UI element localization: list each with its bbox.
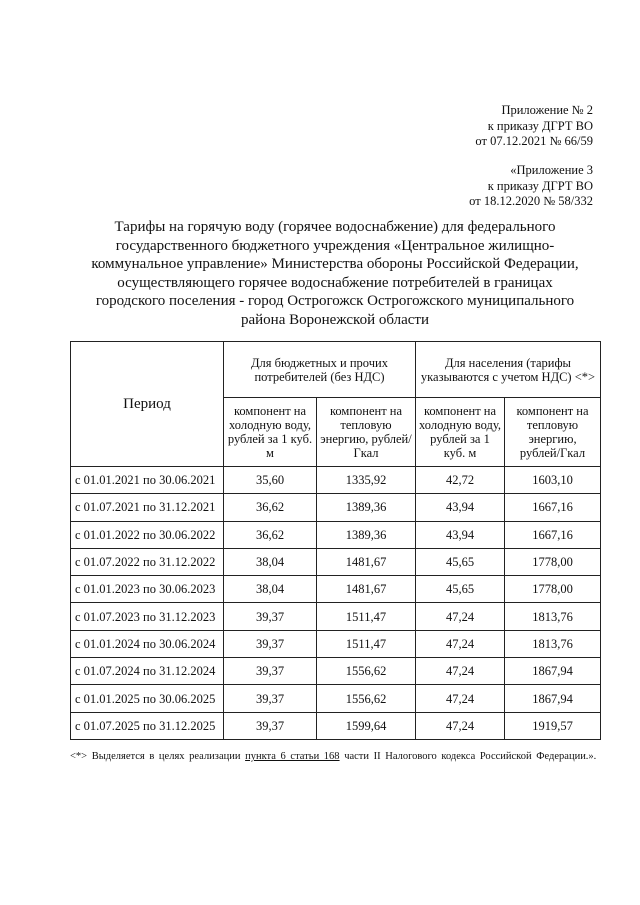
period-cell: с 01.07.2023 по 31.12.2023 [71,603,224,630]
population-cold-cell: 47,24 [416,712,505,739]
budget-cold-cell: 35,60 [224,467,317,494]
period-cell: с 01.07.2022 по 31.12.2022 [71,548,224,575]
population-heat-cell: 1778,00 [505,548,601,575]
tariff-table [70,341,601,740]
budget-heat-cell: 1389,36 [317,521,416,548]
budget-heat-cell: 1335,92 [317,467,416,494]
population-cold-cell: 47,24 [416,603,505,630]
appendix-number: Приложение № 2 [501,103,593,117]
budget-heat-cell: 1511,47 [317,603,416,630]
budget-heat-cell: 1481,67 [317,548,416,575]
population-heat-cell: 1919,57 [505,712,601,739]
budget-heat-cell: 1556,62 [317,658,416,685]
budget-cold-header: компонент на холодную воду, рублей за 1 куб. м [224,398,317,467]
tax-code-article-link[interactable]: пункта 6 статьи 168 [245,751,340,762]
budget-cold-cell: 36,62 [224,494,317,521]
budget-group-header: Для бюджетных и прочих потребителей (без НДС) [224,342,416,398]
population-cold-cell: 43,94 [416,521,505,548]
table-row [71,658,601,685]
table-row [71,630,601,657]
budget-heat-cell: 1556,62 [317,685,416,712]
budget-cold-cell: 39,37 [224,603,317,630]
table-row [71,548,601,575]
budget-heat-header: компонент на тепловую энергию, рублей/Гкал [317,398,416,467]
population-heat-cell: 1778,00 [505,576,601,603]
budget-heat-cell: 1511,47 [317,630,416,657]
title-line: осуществляющего горячее водоснабжение потребителей в границах [117,274,553,291]
budget-heat-cell: 1389,36 [317,494,416,521]
title-line: государственного бюджетного учреждения «Центральное жилищно- [115,237,555,254]
period-cell: с 01.07.2021 по 31.12.2021 [71,494,224,521]
title-line: коммунальное управление» Министерства обороны Российской Федерации, [91,256,579,272]
period-cell: с 01.01.2025 по 30.06.2025 [71,685,224,712]
appendix-header-previous [469,163,593,210]
period-cell: с 01.07.2025 по 31.12.2025 [71,712,224,739]
period-header: Период [71,342,224,467]
population-cold-cell: 47,24 [416,630,505,657]
budget-cold-cell: 36,62 [224,521,317,548]
population-heat-cell: 1867,94 [505,685,601,712]
table-row [71,576,601,603]
budget-heat-cell: 1481,67 [317,576,416,603]
footnote-prefix: <*> Выделяется в целях реализации [70,751,241,762]
appendix-number: «Приложение 3 [510,163,593,177]
appendix-order-ref: к приказу ДГРТ ВО [487,178,593,193]
footnote-suffix: части II Налогового кодекса Российской Федерации.». [344,751,597,762]
population-cold-cell: 47,24 [416,658,505,685]
table-row [71,521,601,548]
period-cell: с 01.01.2024 по 30.06.2024 [71,630,224,657]
population-group-header: Для населения (тарифы указываются с учетом НДС) <*> [416,342,601,398]
population-cold-cell: 42,72 [416,467,505,494]
document-title [70,218,600,329]
title-line: Тарифы на горячую воду (горячее водоснабжение) для федерального [114,219,556,235]
title-line: городского поселения - город Острогожск Острогожского муниципального [95,293,575,309]
population-cold-cell: 45,65 [416,576,505,603]
period-cell: с 01.01.2023 по 30.06.2023 [71,576,224,603]
budget-cold-cell: 39,37 [224,658,317,685]
budget-cold-cell: 39,37 [224,712,317,739]
population-cold-cell: 47,24 [416,685,505,712]
tariff-table-body [71,467,601,740]
table-row [71,712,601,739]
appendix-order-date: от 18.12.2020 № 58/332 [469,194,593,208]
population-cold-header: компонент на холодную воду, рублей за 1 куб. м [416,398,505,467]
table-row [71,685,601,712]
appendix-order-ref: к приказу ДГРТ ВО [487,118,593,133]
budget-cold-cell: 38,04 [224,548,317,575]
population-heat-cell: 1867,94 [505,658,601,685]
budget-cold-cell: 38,04 [224,576,317,603]
table-row [71,467,601,494]
table-row [71,494,601,521]
population-heat-cell: 1603,10 [505,467,601,494]
population-cold-cell: 43,94 [416,494,505,521]
population-heat-cell: 1813,76 [505,630,601,657]
period-cell: с 01.01.2021 по 30.06.2021 [71,467,224,494]
footnote [70,750,600,764]
title-line: района Воронежской области [240,311,429,328]
budget-cold-cell: 39,37 [224,630,317,657]
population-heat-cell: 1667,16 [505,521,601,548]
table-header-row [71,342,601,398]
population-heat-cell: 1813,76 [505,603,601,630]
appendix-header-current [475,103,593,150]
appendix-order-date: от 07.12.2021 № 66/59 [475,134,593,148]
table-row [71,603,601,630]
budget-heat-cell: 1599,64 [317,712,416,739]
budget-cold-cell: 39,37 [224,685,317,712]
period-cell: с 01.01.2022 по 30.06.2022 [71,521,224,548]
population-heat-header: компонент на тепловую энергию, рублей/Гкал [505,398,601,467]
period-cell: с 01.07.2024 по 31.12.2024 [71,658,224,685]
population-cold-cell: 45,65 [416,548,505,575]
population-heat-cell: 1667,16 [505,494,601,521]
